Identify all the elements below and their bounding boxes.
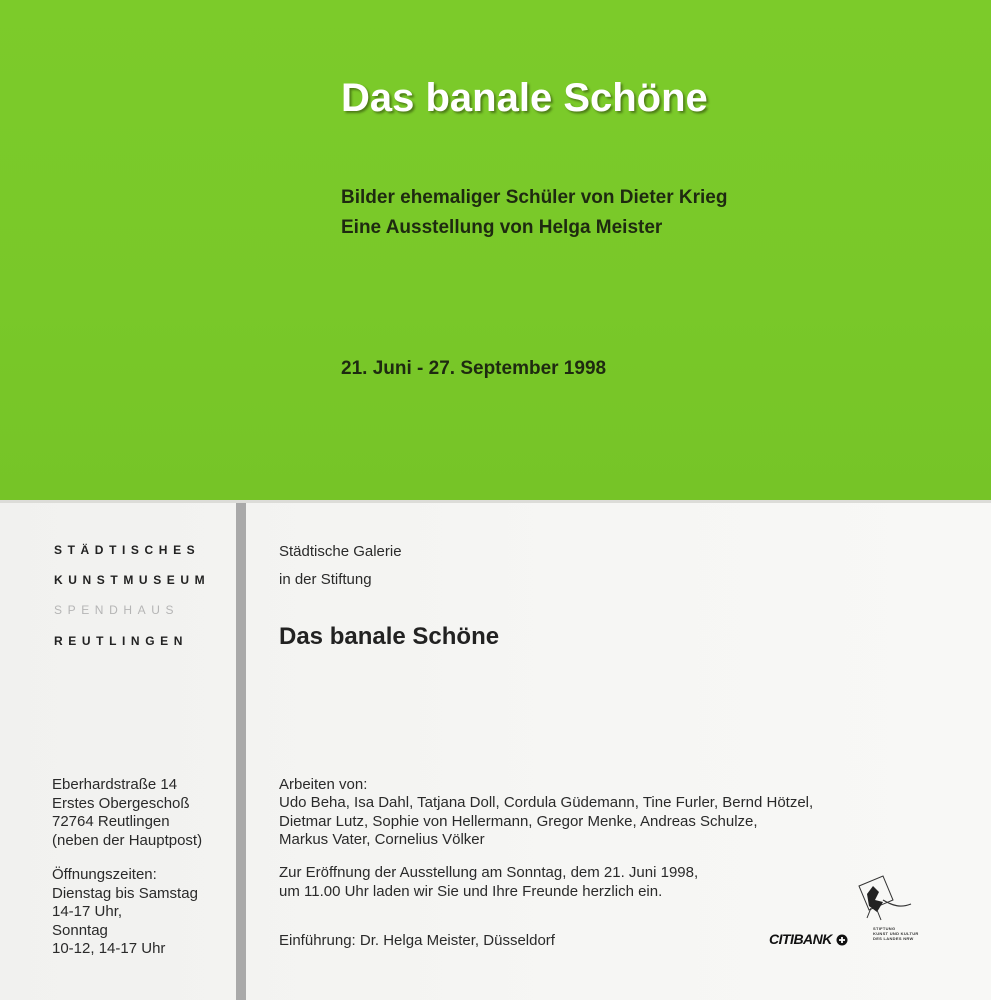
- museum-name-line-3: SPENDHAUS: [54, 603, 180, 617]
- museum-name-line-2: KUNSTMUSEUM: [54, 573, 211, 587]
- hours-line: Sonntag: [52, 921, 108, 939]
- exhibition-dates: 21. Juni - 27. September 1998: [341, 358, 607, 379]
- introduction-text: Einführung: Dr. Helga Meister, Düsseldorf: [279, 932, 555, 949]
- artists-line: Dietmar Lutz, Sophie von Hellermann, Gregor Menke, Andreas Schulze,: [279, 812, 758, 830]
- exhibition-title: Das banale Schöne: [279, 623, 500, 650]
- artists-line: Arbeiten von:: [279, 776, 368, 793]
- museum-name-line-1: STÄDTISCHES: [54, 543, 201, 557]
- hours-line: Öffnungszeiten:: [52, 866, 157, 883]
- stiftung-line: STIFTUNG: [873, 926, 896, 931]
- museum-name-line-4: REUTLINGEN: [54, 634, 188, 648]
- hours-line: 14-17 Uhr,: [52, 903, 123, 920]
- artists-list: [279, 776, 813, 849]
- hours-line: Dienstag bis Samstag: [52, 884, 198, 902]
- artists-line: Markus Vater, Cornelius Völker: [279, 830, 485, 848]
- header-subtitle-1: Bilder ehemaliger Schüler von Dieter Krieg: [341, 187, 728, 208]
- museum-address: [52, 776, 202, 850]
- gallery-name: Städtische Galerie: [279, 543, 402, 560]
- address-line: Erstes Obergeschoß: [52, 794, 190, 812]
- citibank-logo: [769, 931, 849, 947]
- opening-hours: [52, 866, 198, 959]
- stiftung-text: [873, 926, 919, 941]
- citibank-arc-icon: [835, 933, 849, 947]
- vertical-gray-bar: [236, 503, 246, 1000]
- invitation-line: um 11.00 Uhr laden wir Sie und Ihre Freunde herzlich ein.: [279, 882, 663, 900]
- artists-line: Udo Beha, Isa Dahl, Tatjana Doll, Cordula Güdemann, Tine Furler, Bernd Hötzel,: [279, 794, 814, 812]
- header-subtitle-2: Eine Ausstellung von Helga Meister: [341, 217, 663, 238]
- stiftung-line: KUNST UND KULTUR: [873, 931, 919, 936]
- citibank-wordmark: CITIBANK: [769, 931, 832, 947]
- address-line: 72764 Reutlingen: [52, 813, 170, 830]
- gallery-location: in der Stiftung: [279, 571, 372, 588]
- invitation-line: Zur Eröffnung der Ausstellung am Sonntag, dem 21. Juni 1998,: [279, 864, 699, 881]
- stiftung-line: DES LANDES NRW: [873, 936, 914, 941]
- header-title: Das banale Schöne: [341, 76, 708, 120]
- hours-line: 10-12, 14-17 Uhr: [52, 940, 166, 957]
- address-line: Eberhardstraße 14: [52, 776, 178, 793]
- address-line: (neben der Hauptpost): [52, 831, 203, 849]
- opening-invitation: [279, 864, 698, 901]
